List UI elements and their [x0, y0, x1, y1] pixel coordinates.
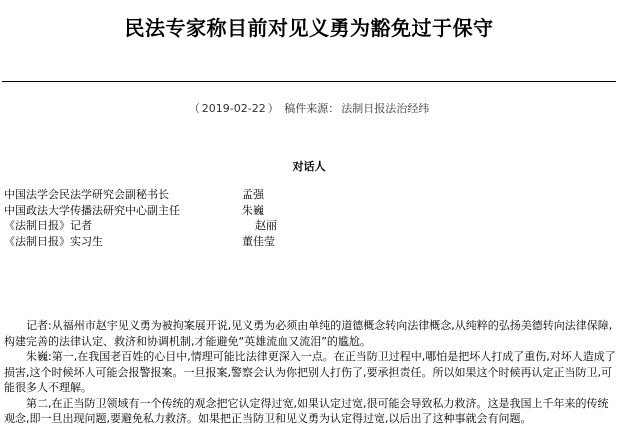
participant-role: 《法制日报》记者	[4, 219, 92, 232]
meta-open-paren: （	[188, 102, 200, 115]
participant-role: 中国政法大学传播法研究中心副主任	[4, 203, 180, 217]
participant-role: 中国法学会民法学研究会副秘书长	[4, 188, 169, 201]
participant-role: 《法制日报》实习生	[4, 234, 103, 248]
meta-close-paren: ）	[267, 102, 279, 115]
body-paragraph: 记者:从福州市赵宇见义勇为被拘案展开说,见义勇为必须由单纯的道德概念转向法律概念,从纯粹的弘扬美德转向法律保障,构建完善的法律认定、救济和协调机制,才能避免“英雄流血又流泪”的尴尬。	[4, 319, 613, 348]
participants-heading: 对话人	[292, 160, 326, 173]
article-title: 民法专家称目前对见义勇为豁免过于保守	[124, 16, 494, 40]
article-body	[4, 318, 616, 427]
participant-row	[4, 234, 404, 250]
participant-name: 董佳莹	[242, 234, 275, 248]
title-divider	[2, 81, 616, 82]
body-paragraph: 朱巍:第一,在我国老百姓的心目中,情理可能比法律更深入一点。在正当防卫过程中,哪怕是把坏人打成了重伤,对坏人造成了损害,这个时候坏人可能会报警报案。一旦报案,警察会认为你把别人打伤了,要承担责任。所以如果这个时候再认定正当防卫,可能很多人不理解。	[4, 350, 616, 394]
participant-name: 孟强	[242, 188, 264, 201]
article-meta	[0, 100, 618, 116]
participant-name: 赵丽	[255, 219, 277, 232]
participant-name: 朱巍	[242, 203, 264, 217]
participants-list	[4, 187, 404, 249]
body-paragraph: 第二,在正当防卫领域有一个传统的观念把它认定得过宽,如果认定过宽,很可能会导致私力救济。这是我国上千年来的传统观念,即一旦出现问题,要避免私力救济。如果把正当防卫和见义勇为认定得过宽,以后出了这种事就会有问题。	[4, 396, 609, 425]
publish-date: 2019-02-22	[201, 102, 266, 115]
participant-row	[4, 218, 404, 234]
source-name: 法制日报法治经纬	[341, 102, 430, 115]
source-label: 稿件来源：	[284, 102, 340, 115]
participant-row	[4, 187, 404, 203]
participant-row	[4, 203, 404, 219]
